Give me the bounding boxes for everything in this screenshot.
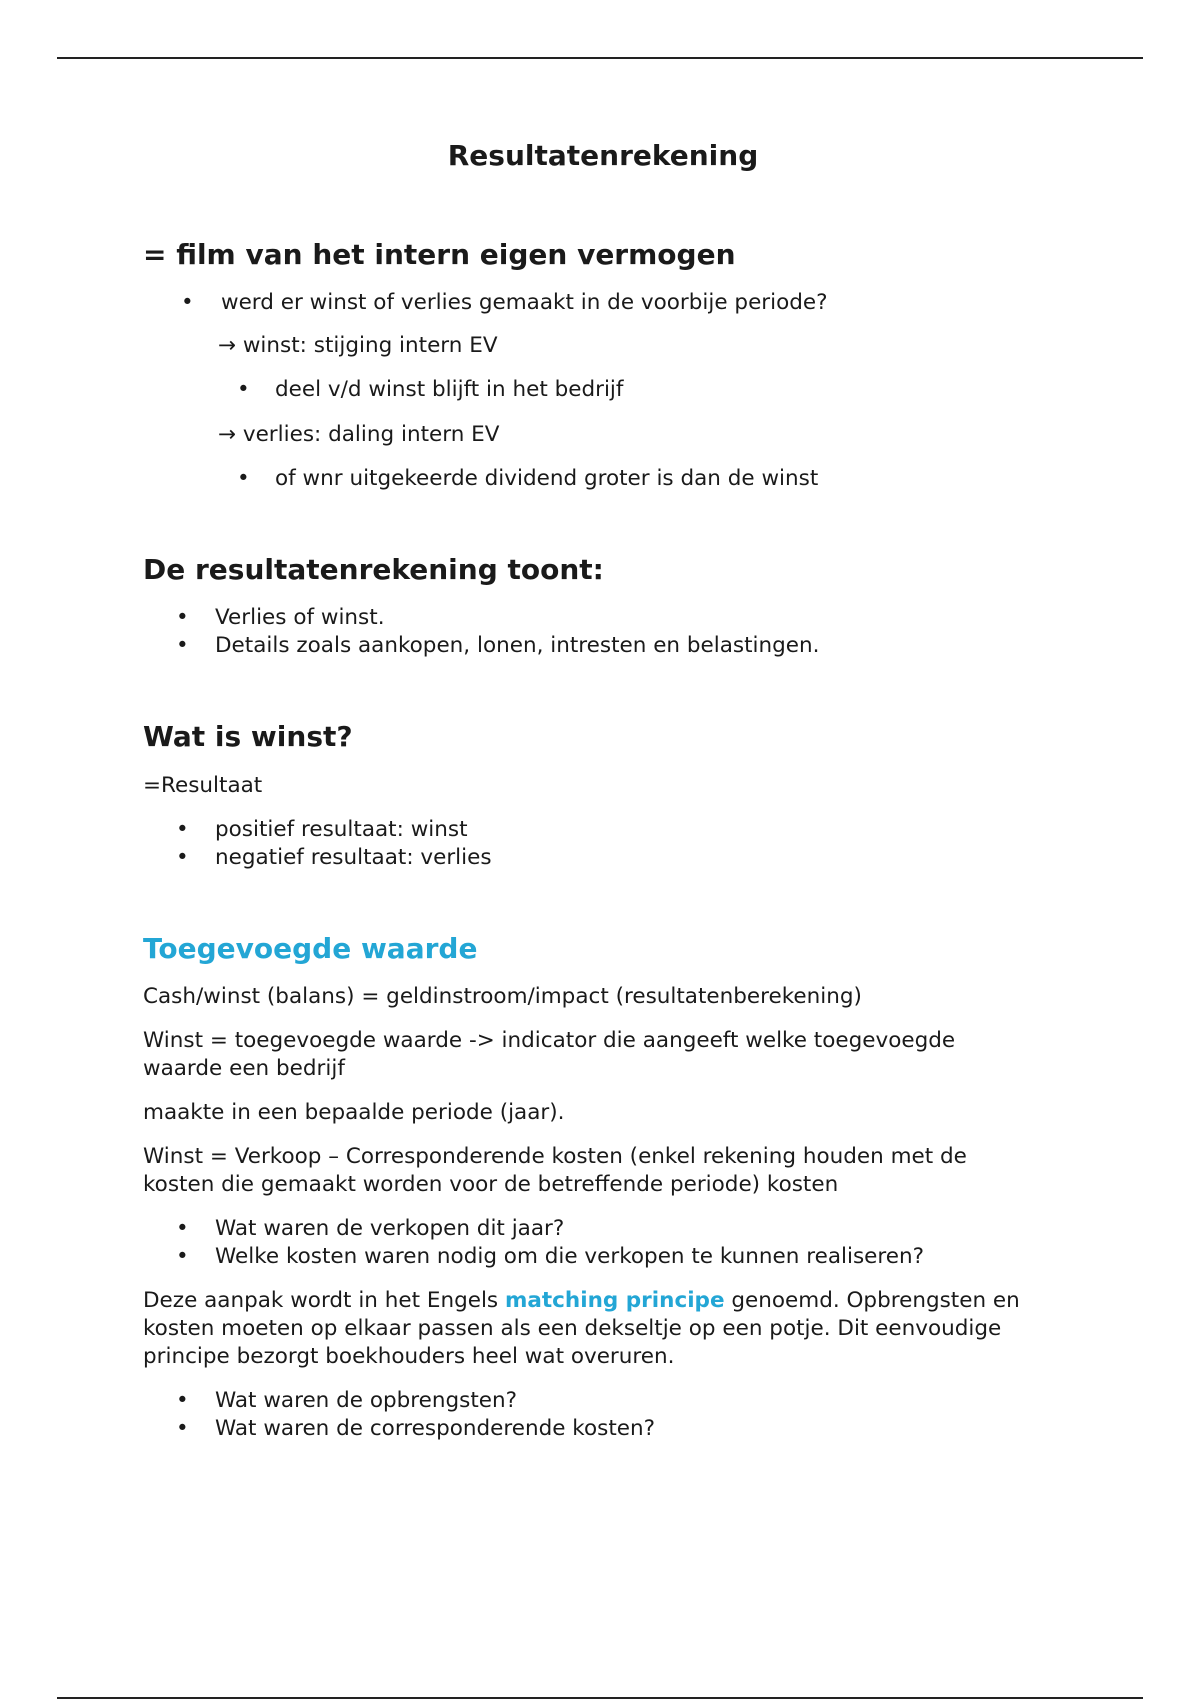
paragraph-winst-line1: Winst = toegevoegde waarde -> indicator die aangeeft welke toegevoegde (143, 1028, 956, 1053)
sub-verlies: of wnr uitgekeerde dividend groter is dan de winst (275, 466, 819, 491)
list-item: Wat waren de corresponderende kosten? (215, 1416, 656, 1441)
paragraph-cash: Cash/winst (balans) = geldinstroom/impact (resultatenberekening) (143, 984, 862, 1009)
bullet-icon: • (176, 1416, 189, 1441)
resultaat-intro: =Resultaat (143, 773, 263, 798)
bullet-icon: • (176, 605, 189, 630)
bullet-icon: • (237, 377, 250, 402)
section-heading-toont: De resultatenrekening toont: (143, 553, 604, 586)
section-heading-toegevoegde-waarde: Toegevoegde waarde (143, 932, 478, 965)
matching-principe-highlight: matching principe (504, 1288, 725, 1313)
bullet-icon: • (176, 817, 189, 842)
paragraph-formula-line1: Winst = Verkoop – Corresponderende kosten (enkel rekening houden met de (143, 1144, 967, 1169)
section-heading-winst: Wat is winst? (143, 720, 353, 753)
arrow-winst: → winst: stijging intern EV (218, 333, 498, 358)
paragraph-winst-line2: waarde een bedrijf (143, 1056, 345, 1081)
paragraph-matching-line2: kosten moeten op elkaar passen als een dekseltje op een potje. Dit eenvoudige (143, 1316, 1002, 1341)
bottom-rule (57, 1697, 1143, 1699)
matching-text-pre: Deze aanpak wordt in het Engels (143, 1288, 505, 1313)
list-item: negatief resultaat: verlies (215, 845, 492, 870)
list-item: Wat waren de verkopen dit jaar? (215, 1216, 565, 1241)
bullet-icon: • (237, 466, 250, 491)
document-title: Resultatenrekening (447, 139, 759, 172)
list-item: Welke kosten waren nodig om die verkopen te kunnen realiseren? (215, 1244, 925, 1269)
section1-question: werd er winst of verlies gemaakt in de voorbije periode? (221, 290, 828, 315)
arrow-verlies: → verlies: daling intern EV (218, 422, 500, 447)
list-item: Verlies of winst. (215, 605, 385, 630)
bullet-icon: • (176, 845, 189, 870)
matching-text-post: genoemd. Opbrengsten en (724, 1288, 1020, 1313)
bullet-icon: • (181, 290, 194, 315)
bullet-icon: • (176, 1216, 189, 1241)
paragraph-periode: maakte in een bepaalde periode (jaar). (143, 1100, 565, 1125)
bullet-icon: • (176, 1244, 189, 1269)
sub-winst: deel v/d winst blijft in het bedrijf (275, 377, 624, 402)
list-item: Details zoals aankopen, lonen, intresten en belastingen. (215, 633, 820, 658)
top-rule (57, 57, 1143, 59)
section-heading-film: = film van het intern eigen vermogen (143, 238, 736, 271)
list-item: Wat waren de opbrengsten? (215, 1388, 518, 1413)
paragraph-formula-line2: kosten die gemaakt worden voor de betreffende periode) kosten (143, 1172, 839, 1197)
bullet-icon: • (176, 1388, 189, 1413)
list-item: positief resultaat: winst (215, 817, 468, 842)
paragraph-matching-line1 (143, 1287, 1020, 1315)
bullet-icon: • (176, 633, 189, 658)
paragraph-matching-line3: principe bezorgt boekhouders heel wat overuren. (143, 1344, 675, 1369)
